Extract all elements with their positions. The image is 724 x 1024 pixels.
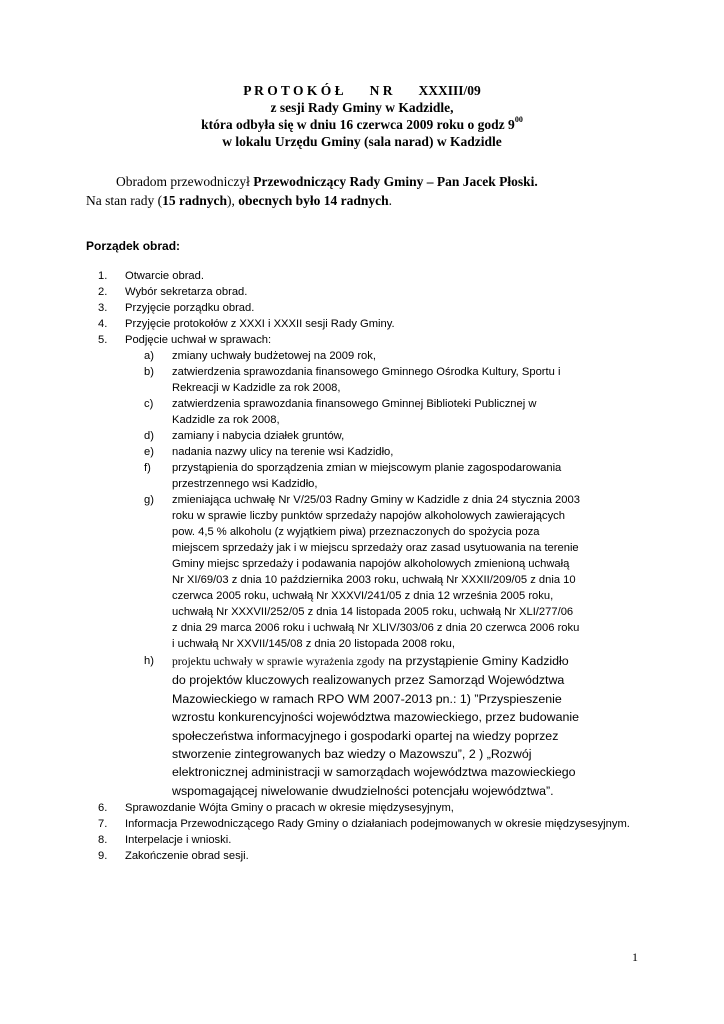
- subitem-line: uchwałą Nr XXXVII/252/05 z dnia 14 listopada 2005 roku, uchwałą Nr XLI/277/06: [172, 606, 574, 618]
- agenda-heading: Porządek obrad:: [86, 239, 181, 253]
- page-number: 1: [632, 950, 638, 964]
- subitem-line: zmiany uchwały budżetowej na 2009 rok,: [172, 350, 376, 362]
- subitem-line: z dnia 29 marca 2006 roku i uchwałą Nr XLIV/303/06 z dnia 20 czerwca 2006 roku: [172, 622, 580, 634]
- title-date-text: która odbyła się w dniu 16 czerwca 2009 roku o godz 9: [201, 117, 515, 132]
- subitem-line: nadania nazwy ulicy na terenie wsi Kadzidło,: [172, 446, 394, 458]
- intro-paragraph: [86, 172, 646, 210]
- subitem-letter: g): [144, 494, 154, 506]
- present-count: obecnych było 14 radnych: [238, 193, 389, 208]
- chairman-name: Przewodniczący Rady Gminy – Pan Jacek Płoski.: [253, 174, 538, 189]
- subitem-line: miejscem sprzedaży jak i w miejscu sprzedaży oraz zasad usytuowania na terenie: [172, 542, 579, 554]
- subitem-line: elektronicznej administracji w samorządach województwa mazowieckiego: [172, 765, 576, 780]
- subitem-line: czerwca 2005 roku, uchwałą Nr XXXVI/241/05 z dnia 12 września 2005 roku,: [172, 590, 554, 602]
- subitem-letter: h): [144, 655, 154, 667]
- subitem-line: zatwierdzenia sprawozdania finansowego Gminnego Ośrodka Kultury, Sportu i: [172, 366, 561, 378]
- subitem-line: roku w sprawie liczby punktów sprzedaży napojów alkoholowych zawierających: [172, 510, 565, 522]
- agenda-item-text: Wybór sekretarza obrad.: [125, 286, 248, 298]
- subitem-line: wspomagającej niwelowanie dwudzielności potencjału województwa”.: [172, 783, 554, 798]
- agenda-item-number: 7.: [98, 818, 108, 831]
- subitem-line: przestrzennego wsi Kadzidło,: [172, 478, 318, 490]
- title-nr: N R: [369, 83, 393, 98]
- protocol-title: [0, 82, 724, 99]
- subitem-line: stworzenie zintegrowanych baz wiedzy o Mazowszu”, 2 ) „Rozwój: [172, 747, 532, 762]
- subitem-letter: d): [144, 430, 154, 442]
- agenda-item: [98, 316, 638, 332]
- agenda-item: [98, 848, 638, 864]
- attendance-text-3: .: [388, 193, 393, 208]
- subitem-letter: e): [144, 446, 154, 458]
- title-block: [0, 82, 724, 150]
- agenda-item-text: Przyjęcie protokołów z XXXI i XXXII sesji Rady Gminy.: [125, 318, 395, 330]
- subitem-line: zmieniająca uchwałę Nr V/25/03 Radny Gminy w Kadzidle z dnia 24 stycznia 2003: [172, 494, 580, 506]
- subitem-letter: b): [144, 366, 154, 378]
- chairman-line: [86, 172, 646, 191]
- subitem-letter: a): [144, 350, 154, 362]
- subitem-line: Rekreacji w Kadzidle za rok 2008,: [172, 382, 341, 394]
- subitem-line: przystąpienia do sporządzenia zmian w miejscowym planie zagospodarowania: [172, 462, 562, 474]
- agenda-item: [98, 300, 638, 316]
- agenda-subitem: [98, 364, 638, 396]
- agenda-item-text: Sprawozdanie Wójta Gminy o pracach w okresie międzysesyjnym,: [125, 802, 454, 815]
- subitem-line: społeczeństwa informacyjnego i gospodarki opartej na wiedzy poprzez: [172, 728, 559, 743]
- title-date-line: [0, 116, 724, 133]
- agenda-subitem: [98, 652, 638, 800]
- subitem-line: wzrostu konkurencyjności województwa mazowieckiego, przez budowanie: [172, 710, 580, 725]
- subitem-line: zamiany i nabycia działek gruntów,: [172, 430, 345, 442]
- agenda-item-number: 4.: [98, 318, 108, 330]
- attendance-text-2: ),: [227, 193, 239, 208]
- subitem-line: Kadzidle za rok 2008,: [172, 414, 280, 426]
- subitem-line: do projektów kluczowych realizowanych przez Samorząd Województwa: [172, 673, 565, 688]
- agenda-item: [98, 816, 638, 832]
- agenda-item-number: 2.: [98, 286, 108, 298]
- subitem-letter: f): [144, 462, 151, 474]
- agenda-subitem: [98, 444, 638, 460]
- agenda-item-number: 9.: [98, 850, 108, 863]
- agenda-item-text: Informacja Przewodniczącego Rady Gminy o działaniach podejmowanych w okresie międzysesyjnym.: [125, 818, 630, 831]
- title-hour-sup: 00: [514, 115, 523, 124]
- subitem-h-rest: na przystąpienie Gminy Kadzidło: [384, 654, 569, 668]
- subitem-line: Nr XI/69/03 z dnia 10 października 2003 roku, uchwałą Nr XXXII/209/05 z dnia 10: [172, 574, 576, 586]
- subitem-line: [172, 652, 638, 671]
- agenda-item: [98, 832, 638, 848]
- title-location-line: w lokalu Urzędu Gminy (sala narad) w Kadzidle: [222, 134, 502, 149]
- agenda-item-text: Otwarcie obrad.: [125, 270, 204, 282]
- agenda-item-text: Przyjęcie porządku obrad.: [125, 302, 255, 314]
- title-word-protokol: P R O T O K Ó Ł: [243, 83, 344, 98]
- subitem-line: pow. 4,5 % alkoholu (z wyjątkiem piwa) przeznaczonych do spożycia poza: [172, 526, 540, 538]
- agenda-subitem: [98, 460, 638, 492]
- agenda-item-number: 3.: [98, 302, 108, 314]
- agenda-item-text: Interpelacje i wnioski.: [125, 834, 232, 847]
- agenda-item-text: Zakończenie obrad sesji.: [125, 850, 249, 863]
- agenda-item: [98, 800, 638, 816]
- attendance-text-1: Na stan rady (: [86, 193, 163, 208]
- council-size: 15 radnych: [162, 193, 227, 208]
- agenda-item-number: 1.: [98, 270, 108, 282]
- chairman-label: Obradom przewodniczył: [116, 174, 254, 189]
- agenda-item-number: 8.: [98, 834, 108, 847]
- attendance-line: [86, 191, 646, 210]
- subitem-line: i uchwałą Nr XXVII/145/08 z dnia 20 listopada 2008 roku,: [172, 638, 455, 650]
- agenda-subitem: [98, 492, 638, 652]
- agenda-item: [98, 268, 638, 284]
- agenda-item-text: Podjęcie uchwał w sprawach:: [125, 334, 272, 346]
- title-session-line: z sesji Rady Gminy w Kadzidle,: [270, 100, 454, 115]
- agenda-item: [98, 332, 638, 348]
- agenda-subitem: [98, 396, 638, 428]
- title-number: XXXIII/09: [418, 83, 481, 98]
- subitem-line: Mazowieckiego w ramach RPO WM 2007-2013 pn.: 1) ”Przyspieszenie: [172, 691, 562, 706]
- agenda-list: [98, 268, 638, 864]
- subitem-h-serif-part: projektu uchwały w sprawie wyrażenia zgody: [172, 655, 385, 668]
- subitem-line: Gminy miejsc sprzedaży i podawania napojów alkoholowych zmienioną uchwałą: [172, 558, 570, 570]
- agenda-subitem: [98, 428, 638, 444]
- agenda-item: [98, 284, 638, 300]
- agenda-item-number: 5.: [98, 334, 108, 346]
- subitem-letter: c): [144, 398, 154, 410]
- subitem-line: zatwierdzenia sprawozdania finansowego Gminnej Biblioteki Publicznej w: [172, 398, 537, 410]
- agenda-item-number: 6.: [98, 802, 108, 815]
- agenda-subitem: [98, 348, 638, 364]
